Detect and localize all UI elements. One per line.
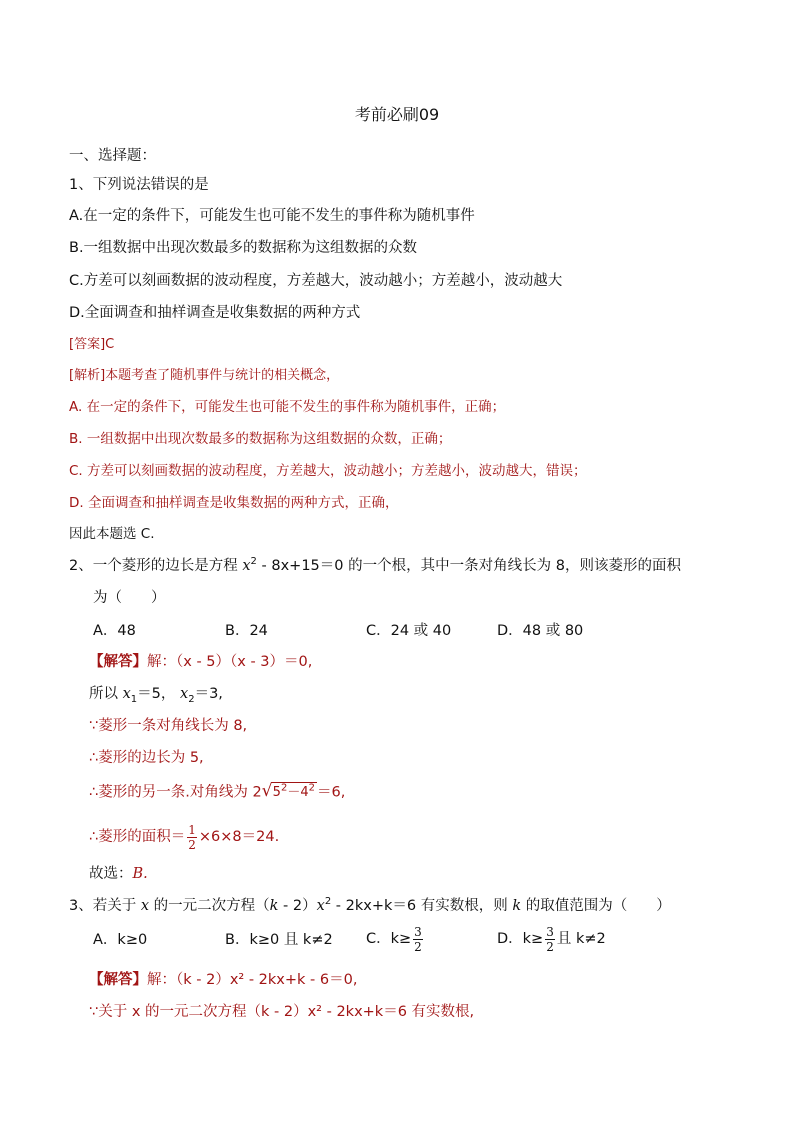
question-2-stem-end: 的一个根，其中一条对角线长为 8，则该菱形的面积 <box>348 558 681 574</box>
question-1-option-b: B.一组数据中出现次数最多的数据称为这组数据的众数 <box>69 240 418 256</box>
question-1-analysis-c: C. 方差可以刻画数据的波动程度，方差越大，波动越小；方差越小，波动越大，错误； <box>69 463 587 479</box>
question-2-root1-var: x <box>122 686 131 702</box>
question-1-analysis-b: B. 一组数据中出现次数最多的数据称为这组数据的众数，正确； <box>69 431 452 447</box>
fraction <box>187 823 197 852</box>
sqrt-term-2: －4 <box>287 785 309 800</box>
question-2-choice-label: 故选： <box>89 866 133 882</box>
question-3-stem-part: 的取值范围为（ ） <box>525 898 671 914</box>
fraction-numerator: 1 <box>188 822 196 837</box>
question-2-solution-line-1: 解：（x - 5）（x - 3）＝0, <box>147 654 313 670</box>
question-3-option-d <box>497 924 606 954</box>
question-2-solution-5-result: ＝6, <box>316 784 346 801</box>
question-2-solution-5 <box>89 782 345 803</box>
question-1-analysis-a: A. 在一定的条件下，可能发生也可能不发生的事件称为随机事件，正确； <box>69 399 506 415</box>
question-3-exp: 2 <box>324 896 332 908</box>
question-2-stem-cont: 为（ ） <box>93 590 166 606</box>
question-2-equation-rest: - 8x+15＝0 <box>256 558 344 574</box>
question-3-var-x: x <box>316 898 325 914</box>
question-2-solution-tag: 【解答】 <box>89 654 147 670</box>
section-heading: 一、选择题： <box>69 148 156 164</box>
question-2-equation-var: x <box>242 558 251 574</box>
question-1-option-d: D.全面调查和抽样调查是收集数据的两种方式 <box>69 305 361 321</box>
question-2-option-d: D．48 或 80 <box>497 623 584 639</box>
question-1-option-a: A.在一定的条件下，可能发生也可能不发生的事件称为随机事件 <box>69 208 475 224</box>
question-2-root1-sub: 1 <box>130 693 138 705</box>
question-2-solution-6-text: ∴菱形的面积＝ <box>89 829 186 845</box>
question-3-stem-part: - 2） <box>278 898 317 914</box>
question-3-stem-part: 3、若关于 <box>69 898 137 914</box>
question-2-solution-4: ∴菱形的边长为 5, <box>89 750 204 766</box>
question-2-root1-val: ＝5， <box>137 686 176 702</box>
question-2-option-c: C．24 或 40 <box>366 623 452 639</box>
option-d-tail: 且 k≠2 <box>556 931 606 947</box>
question-3-option-b: B．k≥0 且 k≠2 <box>225 932 333 948</box>
page-title: 考前必刷09 <box>354 105 440 124</box>
fraction-numerator: 3 <box>414 924 422 939</box>
question-3-var-k: k <box>269 898 279 914</box>
question-3-var-k: k <box>512 898 522 914</box>
question-1-stem: 1、下列说法错误的是 <box>69 177 209 193</box>
question-3-solution-line-1: 解：（k - 2）x² - 2kx+k - 6＝0, <box>147 972 358 988</box>
question-3-option-a: A．k≥0 <box>93 932 148 948</box>
question-2-solution-1 <box>89 652 312 672</box>
fraction-numerator: 3 <box>546 924 554 939</box>
question-2-stem-start: 2、一个菱形的边长是方程 <box>69 558 238 574</box>
option-d-text: D．k≥ <box>497 931 544 947</box>
question-1-answer: [答案]C <box>69 337 115 352</box>
question-2-solution-7 <box>89 864 148 884</box>
question-1-analysis-head: [解析]本题考查了随机事件与统计的相关概念， <box>69 368 340 383</box>
question-2-solution-2 <box>89 684 223 704</box>
question-3-var-x: x <box>140 898 150 914</box>
question-2-root2-sub: 2 <box>188 693 195 705</box>
question-1-conclusion: 因此本题选 C. <box>69 526 155 542</box>
question-3-solution-tag: 【解答】 <box>89 972 147 988</box>
option-c-text: C．k≥ <box>366 931 412 947</box>
question-2-stem <box>69 556 681 576</box>
question-2-equation-exp: 2 <box>250 556 257 568</box>
question-2-solution-6-result: ×6×8＝24. <box>198 829 280 845</box>
question-2-solution-2-text: 所以 <box>89 686 118 702</box>
fraction-denominator: 2 <box>546 939 554 954</box>
square-root: √ $5^2-4^2$ <box>261 781 315 801</box>
question-2-root2-var: x <box>180 686 189 702</box>
sqrt-term-1: 5 <box>272 785 281 800</box>
question-1-option-c: C.方差可以刻画数据的波动程度，方差越大，波动越小；方差越小，波动越大 <box>69 273 563 289</box>
sqrt-exp-1: 2 <box>280 782 288 794</box>
question-3-stem <box>69 896 671 916</box>
question-2-choice: B. <box>132 866 148 882</box>
question-3-stem-part: 的一元二次方程（ <box>153 898 270 914</box>
question-3-stem-part: - 2kx+k＝6 有实数根，则 <box>331 898 508 914</box>
question-3-option-c <box>366 924 425 954</box>
fraction <box>545 925 555 954</box>
question-2-solution-6 <box>89 822 279 852</box>
question-2-option-b: B．24 <box>225 623 268 639</box>
question-2-solution-5-text: ∴菱形的另一条.对角线为 2 <box>89 784 262 801</box>
question-1-analysis-d: D. 全面调查和抽样调查是收集数据的两种方式，正确， <box>69 495 399 511</box>
fraction-denominator: 2 <box>188 837 196 852</box>
sqrt-exp-2: 2 <box>308 782 315 794</box>
question-3-solution-1 <box>89 970 357 990</box>
question-3-solution-2: ∵关于 x 的一元二次方程（k - 2）x² - 2kx+k＝6 有实数根, <box>89 1004 475 1020</box>
fraction-denominator: 2 <box>414 939 422 954</box>
question-2-solution-3: ∵菱形一条对角线长为 8, <box>89 718 248 734</box>
question-2-option-a: A．48 <box>93 623 136 639</box>
fraction <box>413 925 423 954</box>
question-2-root2-val: ＝3, <box>194 686 223 702</box>
